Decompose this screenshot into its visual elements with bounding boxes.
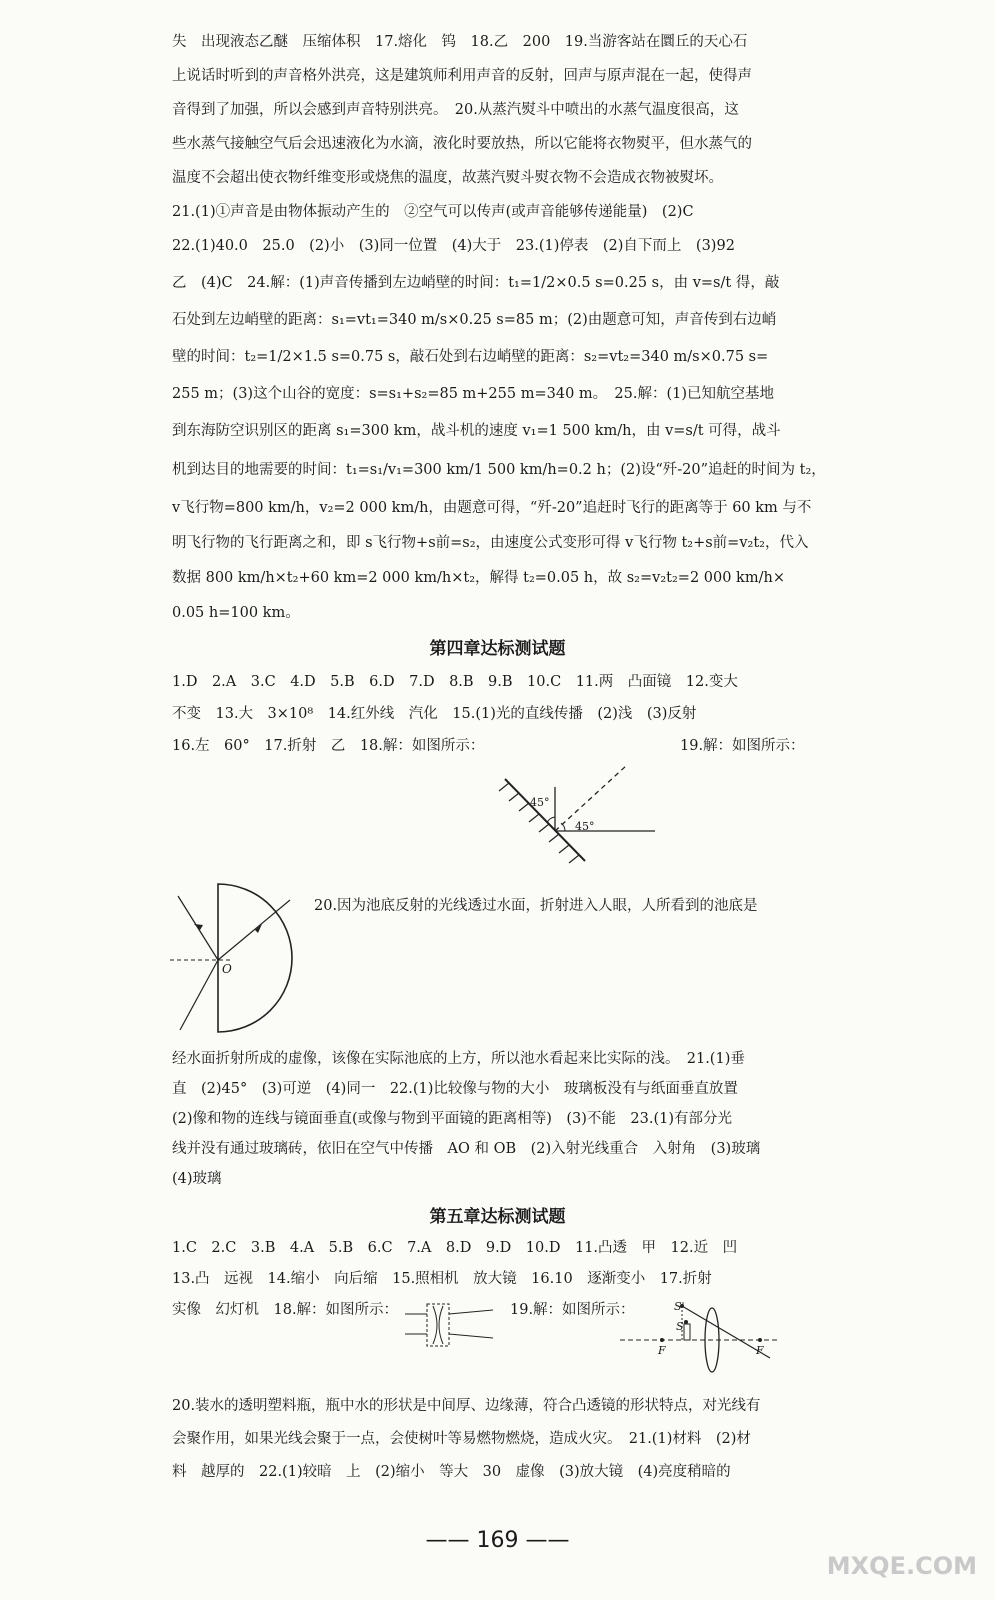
- text-line: 些水蒸气接触空气后会迅速液化为水滴，液化时要放热，所以它能将衣物熨平，但水蒸气的: [172, 136, 752, 152]
- text-line: 机到达目的地需要的时间：t₁=s₁/v₁=300 km/1 500 km/h=0.2 h；(2)设“歼-20”追赶的时间为 t₂，: [172, 462, 826, 478]
- text-line: 料 越厚的 22.(1)较暗 上 (2)缩小 等大 30 虚像 (3)放大镜 (4)亮度稍暗的: [172, 1464, 731, 1480]
- text-line: 13.凸 远视 14.缩小 向后缩 15.照相机 放大镜 16.10 逐渐变小 17.折射: [172, 1271, 712, 1287]
- text-line: 1.D 2.A 3.C 4.D 5.B 6.D 7.D 8.B 9.B 10.C 11.两 凸面镜 12.变大: [172, 674, 738, 690]
- concave-lens-figure: [405, 1300, 495, 1350]
- text-line: 数据 800 km/h×t₂+60 km=2 000 km/h×t₂，解得 t₂=0.05 h，故 s₂=v₂t₂=2 000 km/h×: [172, 570, 785, 586]
- text-line: 19.解：如图所示：: [680, 738, 805, 754]
- text-line: 到东海防空识别区的距离 s₁=300 km，战斗机的速度 v₁=1 500 km/h，由 v=s/t 可得，战斗: [172, 423, 781, 439]
- text-line: 16.左 60° 17.折射 乙 18.解：如图所示：: [172, 738, 485, 754]
- text-line: 不变 13.大 3×10⁸ 14.红外线 汽化 15.(1)光的直线传播 (2)浅 (3)反射: [172, 706, 697, 722]
- text-line: 19.解：如图所示：: [510, 1302, 635, 1318]
- text-line: 0.05 h=100 km。: [172, 605, 300, 621]
- angle-label: 45°: [575, 820, 595, 833]
- semicircle-refraction-figure: [170, 880, 300, 1040]
- text-line: 石处到左边峭壁的距离：s₁=vt₁=340 m/s×0.25 s=85 m；(2)由题意可知，声音传到右边峭: [172, 312, 777, 328]
- text-line: 20.因为池底反射的光线透过水面，折射进入人眼，人所看到的池底是: [314, 898, 758, 914]
- text-line: (4)玻璃: [172, 1171, 222, 1187]
- text-line: 线并没有通过玻璃砖，依旧在空气中传播 AO 和 OB (2)入射光线重合 入射角 (3)玻璃: [172, 1141, 761, 1157]
- text-line: 乙 (4)C 24.解：(1)声音传播到左边峭壁的时间：t₁=1/2×0.5 s=0.25 s，由 v=s/t 得，敲: [172, 275, 780, 291]
- text-line: 1.C 2.C 3.B 4.A 5.B 6.C 7.A 8.D 9.D 10.D 11.凸透 甲 12.近 凹: [172, 1240, 738, 1256]
- angle-label: 45°: [530, 796, 550, 809]
- text-line: 21.(1)①声音是由物体振动产生的 ②空气可以传声(或声音能够传递能量) (2)C: [172, 204, 694, 220]
- point-label: F: [658, 1344, 666, 1357]
- point-label: F: [756, 1344, 764, 1357]
- point-label: S: [676, 1320, 684, 1333]
- text-line: v飞行物=800 km/h，v₂=2 000 km/h，由题意可得，“歼-20”追赶时飞行的距离等于 60 km 与不: [172, 500, 812, 516]
- text-line: 壁的时间：t₂=1/2×1.5 s=0.75 s，敲石处到右边峭壁的距离：s₂=vt₂=340 m/s×0.75 s=: [172, 349, 769, 365]
- text-line: (2)像和物的连线与镜面垂直(或像与物到平面镜的距离相等) (3)不能 23.(1)有部分光: [172, 1111, 732, 1127]
- text-line: 失 出现液态乙醚 压缩体积 17.熔化 钨 18.乙 200 19.当游客站在圜丘的天心石: [172, 34, 748, 50]
- text-line: 会聚作用，如果光线会聚于一点，会使树叶等易燃物燃烧，造成火灾。 21.(1)材料 (2)材: [172, 1431, 751, 1447]
- chapter4-title: 第四章达标测试题: [429, 639, 566, 659]
- point-label: S': [674, 1300, 685, 1313]
- text-line: 温度不会超出使衣物纤维变形或烧焦的温度，故蒸汽熨斗熨衣物不会造成衣物被熨坏。: [172, 170, 723, 186]
- chapter5-title: 第五章达标测试题: [429, 1207, 566, 1227]
- text-line: 上说话时听到的声音格外洪亮，这是建筑师利用声音的反射，回声与原声混在一起，使得声: [172, 68, 752, 84]
- text-line: 20.装水的透明塑料瓶，瓶中水的形状是中间厚、边缘薄，符合凸透镜的形状特点，对光线有: [172, 1398, 761, 1414]
- convex-lens-figure: [620, 1300, 780, 1375]
- text-line: 255 m；(3)这个山谷的宽度：s=s₁+s₂=85 m+255 m=340 m。 25.解：(1)已知航空基地: [172, 386, 774, 402]
- text-line: 明飞行物的飞行距离之和，即 s飞行物+s前=s₂，由速度公式变形可得 v飞行物 t₂+s前=v₂t₂，代入: [172, 535, 809, 551]
- page-number: —— 169 ——: [425, 1528, 570, 1553]
- text-line: 直 (2)45° (3)可逆 (4)同一 22.(1)比较像与物的大小 玻璃板没有与纸面垂直放置: [172, 1081, 738, 1097]
- watermark-text: MXQE.COM: [826, 1552, 977, 1580]
- text-line: 22.(1)40.0 25.0 (2)小 (3)同一位置 (4)大于 23.(1)停表 (2)自下而上 (3)92: [172, 238, 735, 254]
- point-label: O: [222, 962, 232, 976]
- text-line: 经水面折射所成的虚像，该像在实际池底的上方，所以池水看起来比实际的浅。 21.(1)垂: [172, 1051, 745, 1067]
- page-number-value: 169: [476, 1528, 519, 1553]
- text-line: 实像 幻灯机 18.解：如图所示：: [172, 1302, 399, 1318]
- text-line: 音得到了加强，所以会感到声音特别洪亮。 20.从蒸汽熨斗中喷出的水蒸气温度很高，这: [172, 102, 739, 118]
